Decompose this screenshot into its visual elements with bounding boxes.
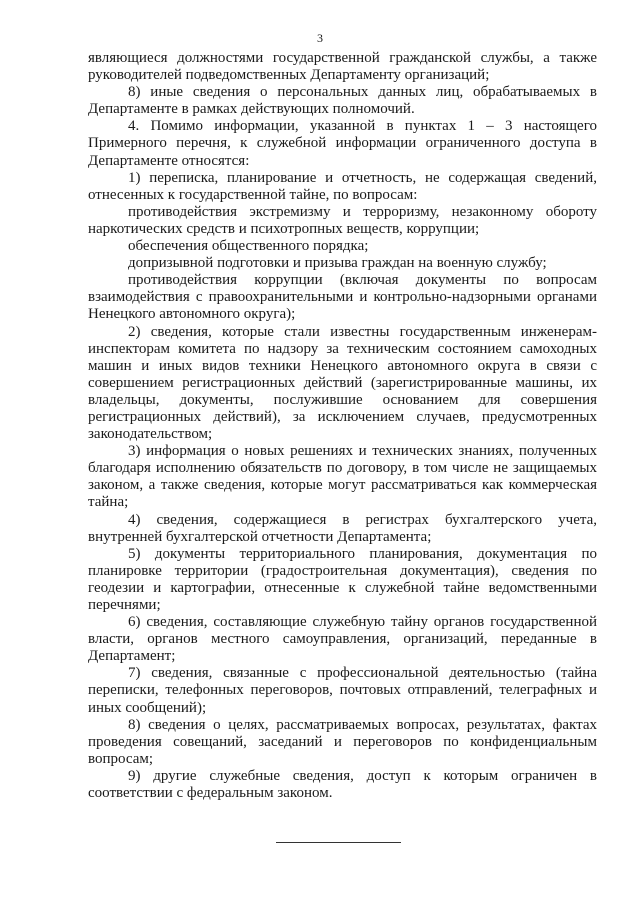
paragraph-subitem-public-order: обеспечения общественного порядка; [128, 238, 369, 255]
paragraph-item-9: 9) другие служебные сведения, доступ к которым ограничен в соответствии с федеральным законом. [88, 767, 597, 802]
paragraph-item-3: 3) информация о новых решениях и технических знаниях, полученных благодаря исполнению обязательств по договору, в том числе не защищаемых законом, а также сведения, которые могут рассматриваться как коммерческая тайна; [88, 443, 597, 511]
document-body [88, 50, 597, 802]
paragraph-subitem-military: допризывной подготовки и призыва граждан на военную службу; [128, 255, 547, 272]
page-number: 3 [317, 31, 323, 45]
paragraph-item-7: 7) сведения, связанные с профессиональной деятельностью (тайна переписки, телефонных переговоров, почтовых отправлений, телеграфных и иных сообщений); [88, 665, 597, 716]
paragraph-section-4: 4. Помимо информации, указанной в пунктах 1 – 3 настоящего Примерного перечня, к служебной информации ограниченного доступа в Департаменте относятся: [88, 118, 597, 169]
paragraph-subitem-corruption: противодействия коррупции (включая документы по вопросам взаимодействия с правоохранительными и контрольно-надзорными органами Ненецкого автономного округа); [88, 272, 597, 323]
paragraph-item-8: 8) сведения о целях, рассматриваемых вопросах, результатах, фактах проведения совещаний, заседаний и переговоров по конфиденциальным вопросам; [88, 716, 597, 767]
paragraph-subitem-extremism: противодействия экстремизму и терроризму, незаконному обороту наркотических средств и психотропных веществ, коррупции; [88, 203, 597, 237]
paragraph-item-5: 5) документы территориального планирования, документация по планировке территории (градостроительная документация), сведения по геодезии и картографии, отнесенные к служебной тайне ведомственными перечнями; [88, 545, 597, 613]
paragraph-item-4: 4) сведения, содержащиеся в регистрах бухгалтерского учета, внутренней бухгалтерской отчетности Департамента; [88, 511, 597, 545]
paragraph-item-8-personal-data: 8) иные сведения о персональных данных лиц, обрабатываемых в Департаменте в рамках действующих полномочий. [88, 84, 597, 118]
paragraph-continuation: являющиеся должностями государственной гражданской службы, а также руководителей подведомственных Департаменту организаций; [88, 50, 597, 84]
end-divider [276, 842, 401, 843]
paragraph-item-6: 6) сведения, составляющие служебную тайну органов государственной власти, органов местного самоуправления, организаций, переданные в Департамент; [88, 614, 597, 665]
paragraph-item-2: 2) сведения, которые стали известны государственным инженерам-инспекторам комитета по надзору за техническим состоянием самоходных машин и иных видов техники Ненецкого автономного округа в связи с совершением регистрационных действий (зарегистрированные машины, их владельцы, документы, послужившие основанием для совершения регистрационных действий), за исключением случаев, предусмотренных законодательством; [88, 323, 597, 443]
paragraph-item-1: 1) переписка, планирование и отчетность, не содержащая сведений, отнесенных к государственной тайне, по вопросам: [88, 169, 597, 203]
